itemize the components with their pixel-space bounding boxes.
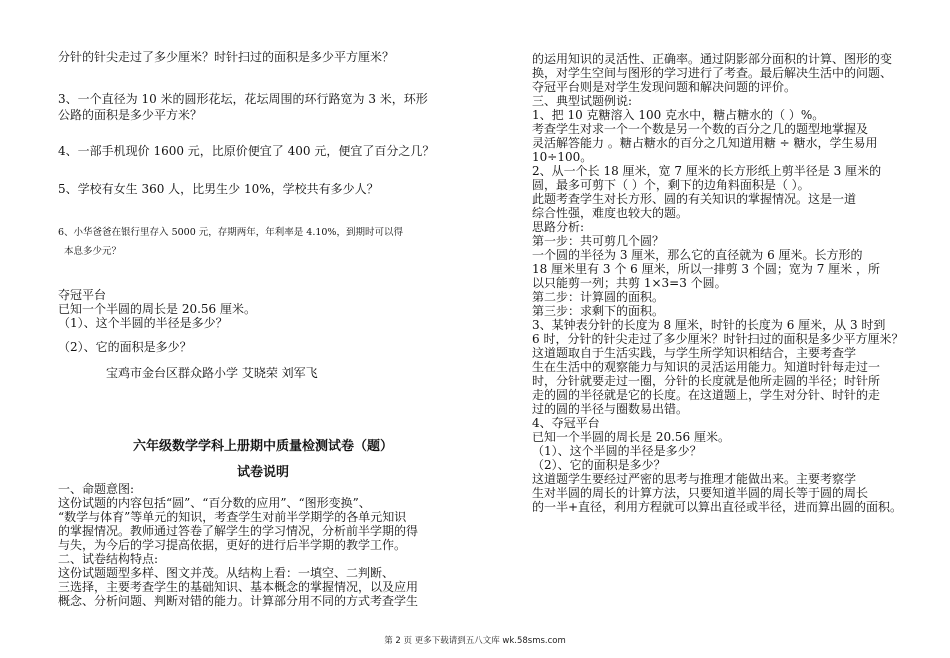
example-4: 4、夺冠平台 [532, 416, 600, 430]
right-line-2: 换，对学生空间与图形的学习进行了考查。最后解决生活中的问题、 [532, 66, 893, 80]
right-line-21: 6 时，分针的针尖走过了多少厘米？时针扫过的面积是多少平方厘米？ [532, 332, 904, 346]
section-1-para-line-3: 的掌握情况。教师通过答卷了解学生的学习情况，分析前半学期的得 [58, 524, 419, 538]
right-line-31: 这道题学生要经过严密的思考与推理才能做出来。主要考察学 [532, 472, 857, 486]
example-1: 1、把 10 克糖溶入 100 克水中，糖占糖水的（ ）%。 [532, 108, 825, 122]
section-2-heading: 二、试卷结构特点: [58, 552, 159, 566]
question-5: 5、学校有女生 360 人，比男生少 10%，学校共有多少人？ [58, 182, 379, 196]
question-6: 6、小华爸爸在银行里存入 5000 元，存期两年，年利率是 4.10%，到期时可以得 [58, 227, 403, 238]
right-line-15: 一个圆的半径为 3 厘米，那么它的直径就为 6 厘米。长方形的 [532, 248, 863, 262]
right-line-28: 已知一个半圆的周长是 20.56 厘米。 [532, 430, 730, 444]
right-line-32: 生对半圆的周长的计算方法，只要知道半圆的周长等于圆的周长 [532, 486, 869, 500]
right-line-25: 走的圆的半径就是它的长度。在这道题上，学生对分针、时针的走 [532, 388, 881, 402]
right-line-29: （1）、这个半圆的半径是多少？ [532, 444, 702, 458]
right-line-30: （2）、它的面积是多少？ [532, 458, 666, 472]
exam-title: 六年级数学学科上册期中质量检测试卷（题） [132, 439, 393, 454]
section-1-para-line-1: 这份试题的内容包括“圆”、“百分数的应用”、“图形变换”、 [58, 496, 371, 510]
right-line-23: 生在生活中的观察能力与知识的灵活运用能力。知道时针每走过一 [532, 360, 881, 374]
example-2: 2、从一个长 18 厘米，宽 7 厘米的长方形纸上剪半径是 3 厘米的 [532, 164, 882, 178]
champion-platform-title: 夺冠平台 [58, 288, 107, 302]
page-footer: 第 2 页 更多下载请到五八文库 wk.58sms.com [384, 636, 566, 646]
right-line-10: 圆，最多可剪下（ ）个，剩下的边角料面积是（ ）。 [532, 178, 810, 192]
section-1-heading: 一、命题意图: [58, 482, 135, 496]
right-line-3: 夺冠平台则是对学生发现问题和解决问题的评价。 [532, 80, 797, 94]
section-1-para-line-2: “数学与体育”等单元的知识，考查学生对前半学期学的各单元知识 [58, 510, 407, 524]
champion-platform-text: 已知一个半圆的周长是 20.56 厘米。 [58, 302, 256, 316]
right-line-12: 综合性强，难度也较大的题。 [532, 206, 689, 220]
step-2: 第二步：计算圆的面积。 [532, 290, 665, 304]
right-line-11: 此题考查学生对长方形、圆的有关知识的掌握情况。这是一道 [532, 192, 857, 206]
right-line-7: 灵活解答能力 。糖占糖水的百分之几知道用糖 ÷ 糖水，学生易用 [532, 136, 878, 150]
right-line-17: 以只能剪一列；共剪 1×3=3 个圆。 [532, 276, 727, 290]
right-line-22: 这道题取自于生活实践，与学生所学知识相结合，主要考查学 [532, 346, 857, 360]
champion-question-2: （2）、它的面积是多少？ [58, 340, 192, 354]
right-line-8: 10÷100。 [532, 150, 593, 164]
example-3: 3、某钟表分针的长度为 8 厘米，时针的长度为 6 厘米，从 3 时到 [532, 318, 886, 332]
question-4: 4、一部手机现价 1600 元，比原价便宜了 400 元，便宜了百分之几？ [58, 144, 435, 158]
right-line-1: 的运用知识的灵活性、正确率。通过阴影部分面积的计算、图形的变 [532, 52, 893, 66]
author-line: 宝鸡市金台区群众路小学 艾晓荣 刘军飞 [106, 366, 318, 380]
section-2-para-line-3: 概念、分析问题、判断对错的能力。计算部分用不同的方式考查学生 [58, 594, 419, 608]
section-2-para-line-1: 这份试题题型多样、图文并茂。从结构上看：一填空、二判断、 [58, 566, 395, 580]
right-line-24: 时，分针就要走过一圈，分针的长度就是他所走圆的半径；时针所 [532, 374, 881, 388]
right-line-16: 18 厘米里有 3 个 6 厘米，所以一排剪 3 个圆；宽为 7 厘米 ，所 [532, 262, 880, 276]
analysis-heading: 思路分析: [532, 220, 585, 234]
section-1-para-line-4: 与失，为今后的学习提高依据，更好的进行后半学期的教学工作。 [58, 538, 407, 552]
champion-question-1: （1）、这个半圆的半径是多少？ [58, 316, 228, 330]
question-3-line-2: 公路的面积是多少平方米？ [58, 108, 203, 122]
step-1: 第一步：共可剪几个圆？ [532, 234, 665, 248]
exam-subtitle: 试卷说明 [236, 465, 289, 480]
right-line-33: 的一半+直径，利用方程就可以算出直径或半径，进而算出圆的面积。 [532, 500, 903, 514]
question-6-line-2: 本息多少元？ [64, 246, 122, 257]
right-line-26: 过的圆的半径与圈数易出错。 [532, 402, 689, 416]
step-3: 第三步：求剩下的面积。 [532, 304, 665, 318]
question-3: 3、一个直径为 10 米的圆形花坛，花坛周围的环行路宽为 3 米，环形 [58, 92, 428, 106]
question-2-continued: 分针的针尖走过了多少厘米？时针扫过的面积是多少平方厘米？ [58, 50, 395, 64]
typical-questions-heading: 三、典型试题例说: [532, 94, 633, 108]
section-2-para-line-2: 三选择，主要考查学生的基础知识、基本概念的掌握情况，以及应用 [58, 580, 419, 594]
right-line-6: 考查学生对求一个一个数是另一个数的百分之几的题型地掌握及 [532, 122, 869, 136]
